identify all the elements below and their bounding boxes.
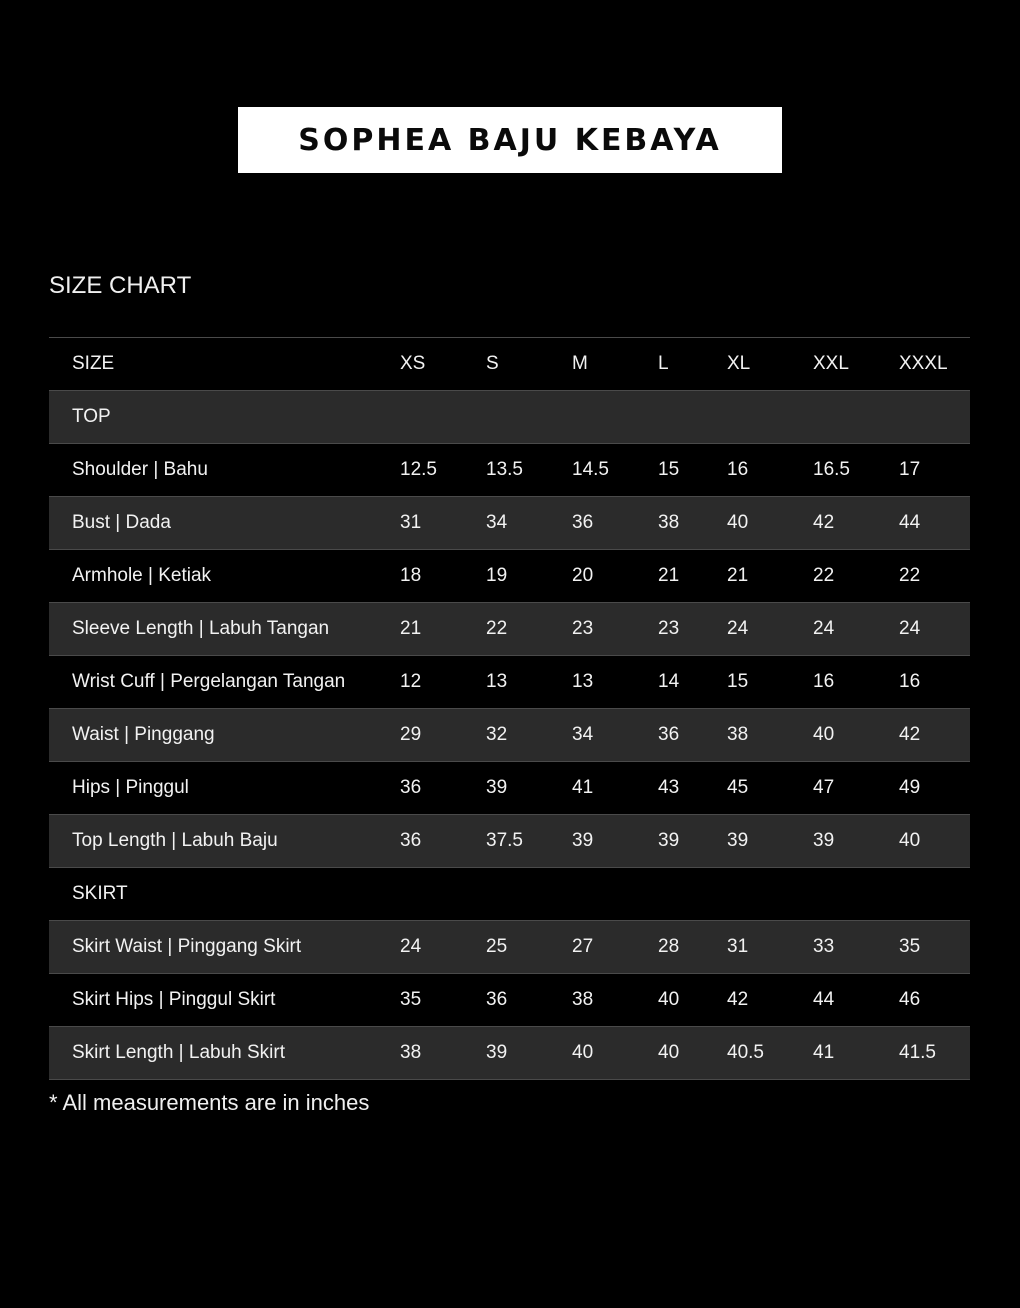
size-header-label: SIZE <box>49 338 400 391</box>
measurement-value: 36 <box>400 762 486 815</box>
measurement-value: 40 <box>727 497 813 550</box>
measurement-value: 24 <box>899 603 970 656</box>
measurement-value: 38 <box>400 1027 486 1080</box>
measurement-value: 13 <box>572 656 658 709</box>
measurement-row <box>49 921 970 974</box>
measurement-row <box>49 603 970 656</box>
measurement-row <box>49 815 970 868</box>
measurement-value: 31 <box>727 921 813 974</box>
measurement-value: 38 <box>727 709 813 762</box>
size-header-cell: XXL <box>813 338 899 391</box>
measurement-value: 44 <box>899 497 970 550</box>
size-chart-table <box>49 337 970 1080</box>
measurement-value: 24 <box>400 921 486 974</box>
measurement-row <box>49 497 970 550</box>
measurement-row <box>49 656 970 709</box>
measurement-value: 16 <box>727 444 813 497</box>
section-label: TOP <box>49 391 970 444</box>
measurement-row <box>49 709 970 762</box>
measurement-value: 23 <box>658 603 727 656</box>
measurement-value: 25 <box>486 921 572 974</box>
measurement-value: 14.5 <box>572 444 658 497</box>
measurement-value: 31 <box>400 497 486 550</box>
size-header-cell: M <box>572 338 658 391</box>
measurement-value: 12.5 <box>400 444 486 497</box>
measurement-footnote: * All measurements are in inches <box>49 1090 370 1115</box>
measurement-value: 24 <box>727 603 813 656</box>
measurement-label: Skirt Waist | Pinggang Skirt <box>49 921 400 974</box>
measurement-label: Armhole | Ketiak <box>49 550 400 603</box>
measurement-value: 39 <box>572 815 658 868</box>
measurement-value: 46 <box>899 974 970 1027</box>
measurement-label: Skirt Length | Labuh Skirt <box>49 1027 400 1080</box>
measurement-value: 37.5 <box>486 815 572 868</box>
size-header-cell: XL <box>727 338 813 391</box>
measurement-value: 24 <box>813 603 899 656</box>
measurement-value: 15 <box>658 444 727 497</box>
measurement-value: 35 <box>400 974 486 1027</box>
measurement-label: Waist | Pinggang <box>49 709 400 762</box>
measurement-value: 38 <box>658 497 727 550</box>
measurement-value: 19 <box>486 550 572 603</box>
size-header-cell: XS <box>400 338 486 391</box>
measurement-label: Top Length | Labuh Baju <box>49 815 400 868</box>
measurement-label: Sleeve Length | Labuh Tangan <box>49 603 400 656</box>
measurement-value: 22 <box>486 603 572 656</box>
measurement-value: 16 <box>899 656 970 709</box>
measurement-value: 21 <box>658 550 727 603</box>
measurement-value: 42 <box>727 974 813 1027</box>
measurement-label: Wrist Cuff | Pergelangan Tangan <box>49 656 400 709</box>
measurement-value: 49 <box>899 762 970 815</box>
measurement-value: 41.5 <box>899 1027 970 1080</box>
measurement-value: 34 <box>486 497 572 550</box>
measurement-value: 28 <box>658 921 727 974</box>
section-row <box>49 391 970 444</box>
measurement-value: 29 <box>400 709 486 762</box>
measurement-value: 40 <box>572 1027 658 1080</box>
measurement-label: Bust | Dada <box>49 497 400 550</box>
size-header-cell: XXXL <box>899 338 970 391</box>
measurement-value: 21 <box>400 603 486 656</box>
measurement-value: 22 <box>813 550 899 603</box>
measurement-value: 40 <box>658 1027 727 1080</box>
measurement-value: 15 <box>727 656 813 709</box>
measurement-value: 39 <box>813 815 899 868</box>
measurement-value: 40 <box>813 709 899 762</box>
measurement-label: Hips | Pinggul <box>49 762 400 815</box>
measurement-value: 16 <box>813 656 899 709</box>
measurement-label: Shoulder | Bahu <box>49 444 400 497</box>
size-chart-heading: SIZE CHART <box>49 272 192 299</box>
measurement-row <box>49 550 970 603</box>
measurement-value: 16.5 <box>813 444 899 497</box>
measurement-value: 39 <box>658 815 727 868</box>
size-header-cell: L <box>658 338 727 391</box>
measurement-value: 47 <box>813 762 899 815</box>
section-label: SKIRT <box>49 868 970 921</box>
measurement-value: 27 <box>572 921 658 974</box>
section-row <box>49 868 970 921</box>
measurement-row <box>49 974 970 1027</box>
size-chart-table-body <box>49 338 970 1080</box>
measurement-value: 38 <box>572 974 658 1027</box>
measurement-value: 21 <box>727 550 813 603</box>
measurement-value: 40 <box>658 974 727 1027</box>
measurement-value: 13.5 <box>486 444 572 497</box>
measurement-value: 23 <box>572 603 658 656</box>
measurement-value: 22 <box>899 550 970 603</box>
measurement-value: 17 <box>899 444 970 497</box>
measurement-row <box>49 1027 970 1080</box>
measurement-row <box>49 762 970 815</box>
measurement-value: 39 <box>486 1027 572 1080</box>
measurement-value: 39 <box>486 762 572 815</box>
measurement-value: 20 <box>572 550 658 603</box>
brand-banner <box>238 107 782 173</box>
size-header-cell: S <box>486 338 572 391</box>
measurement-value: 41 <box>813 1027 899 1080</box>
size-header-row <box>49 338 970 391</box>
measurement-value: 42 <box>899 709 970 762</box>
measurement-value: 36 <box>486 974 572 1027</box>
measurement-label: Skirt Hips | Pinggul Skirt <box>49 974 400 1027</box>
brand-title: SOPHEA BAJU KEBAYA <box>298 122 722 158</box>
measurement-value: 39 <box>727 815 813 868</box>
measurement-value: 14 <box>658 656 727 709</box>
measurement-value: 40 <box>899 815 970 868</box>
measurement-value: 35 <box>899 921 970 974</box>
measurement-value: 45 <box>727 762 813 815</box>
measurement-value: 42 <box>813 497 899 550</box>
measurement-value: 36 <box>658 709 727 762</box>
measurement-value: 44 <box>813 974 899 1027</box>
measurement-value: 36 <box>400 815 486 868</box>
measurement-value: 18 <box>400 550 486 603</box>
measurement-value: 13 <box>486 656 572 709</box>
measurement-row <box>49 444 970 497</box>
measurement-value: 33 <box>813 921 899 974</box>
measurement-value: 41 <box>572 762 658 815</box>
measurement-value: 43 <box>658 762 727 815</box>
measurement-value: 40.5 <box>727 1027 813 1080</box>
measurement-value: 34 <box>572 709 658 762</box>
measurement-value: 32 <box>486 709 572 762</box>
measurement-value: 36 <box>572 497 658 550</box>
measurement-value: 12 <box>400 656 486 709</box>
